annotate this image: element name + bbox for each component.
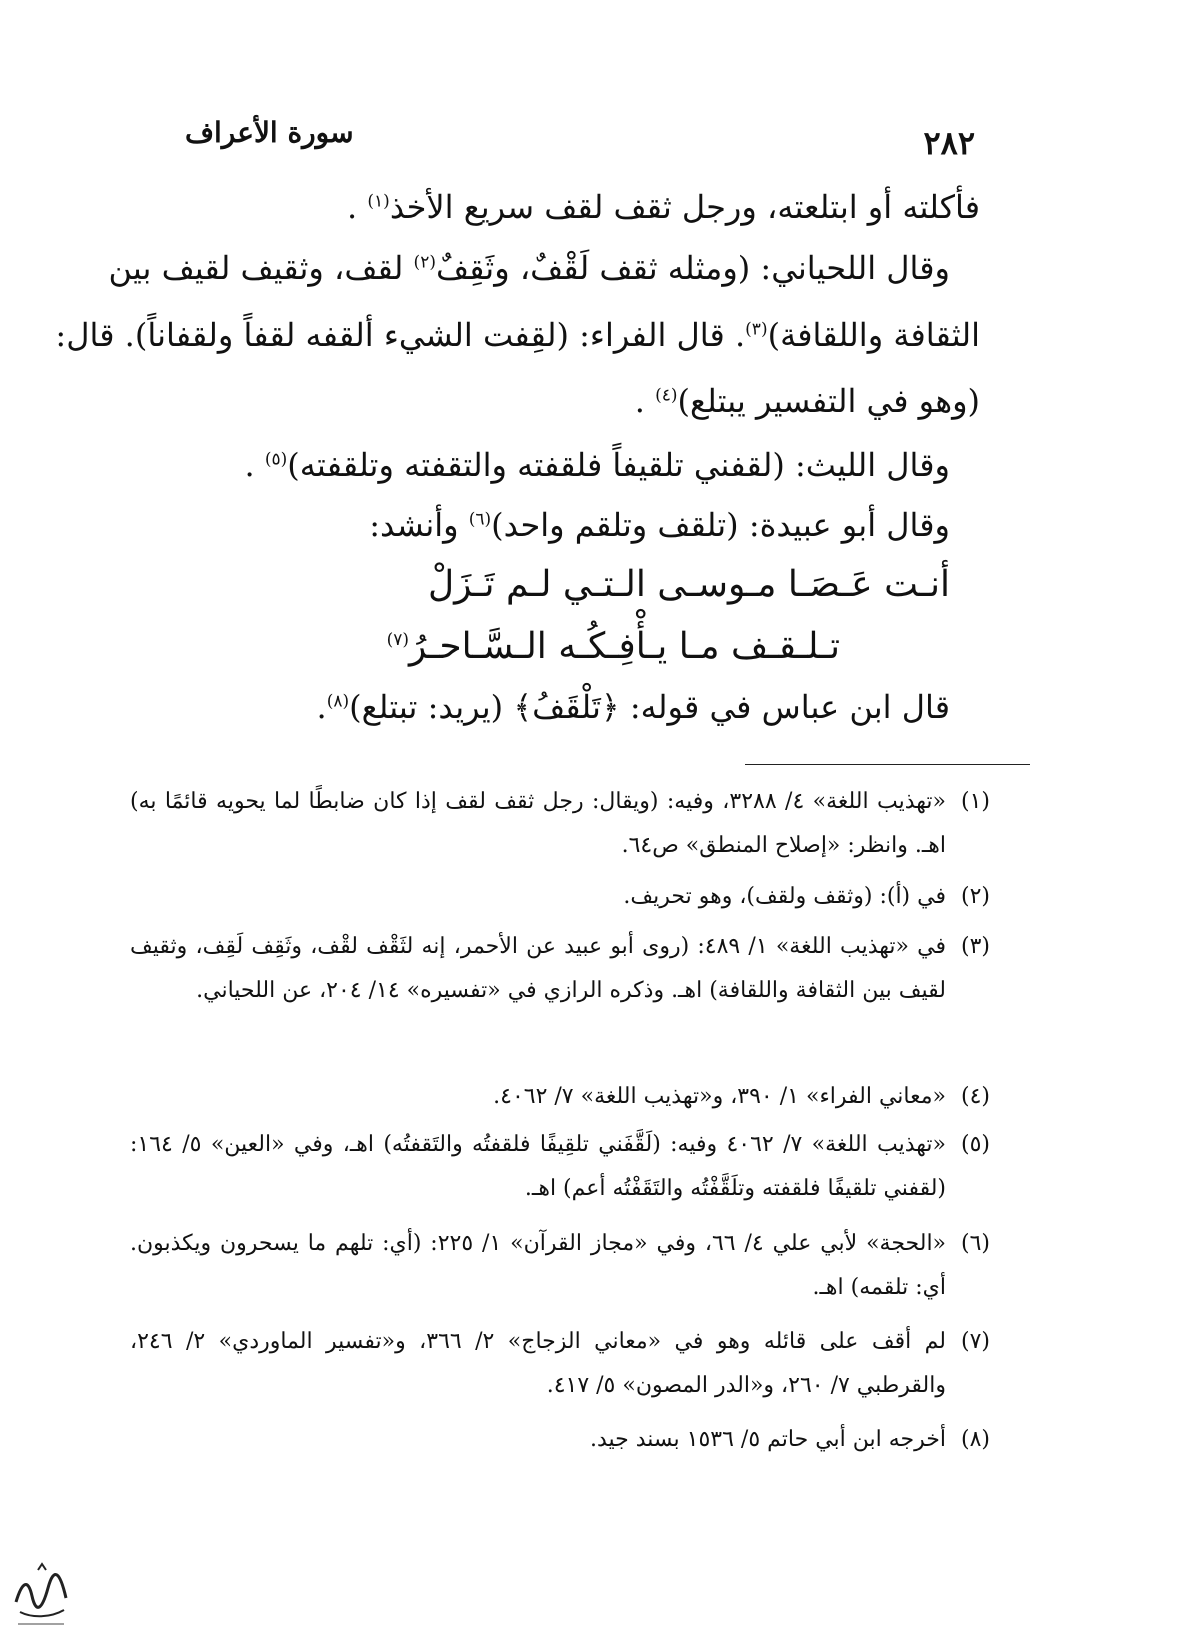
footnote-number: (١): [960, 789, 990, 814]
footnote-ref[interactable]: (٢): [413, 252, 436, 273]
footnote-ref[interactable]: (٦): [468, 509, 492, 530]
footnote-ref[interactable]: (٣): [745, 319, 768, 340]
footnote-text: «الحجة» لأبي علي ٤/ ٦٦، وفي «مجاز القرآن» ١/ ٢٢٥: (أي: تلهم ما يسحرون ويكذبون. أي: تلقمه) اهـ.: [130, 1231, 947, 1300]
footnote-1: [130, 780, 990, 868]
running-header-title: سورة الأعراف: [185, 116, 354, 149]
footnote-number: (٨): [960, 1427, 990, 1452]
footnote-number: (٣): [960, 934, 990, 959]
footnote-2: [130, 875, 990, 919]
text-line: وقال اللحياني: (ومثله ثقف لَقْفٌ، وثَقِفٌ$^{(٢)}$ لقف، وثقيف لقيف بين: [108, 249, 950, 287]
footnote-number: (٢): [960, 884, 990, 909]
text-line: قال ابن عباس في قوله: ﴿تَلْقَفُ﴾ (يريد: تبتلع)$^{(٨)}$.: [316, 688, 950, 726]
footnote-text: في «تهذيب اللغة» ١/ ٤٨٩: (روى أبو عبيد عن الأحمر، إنه لثَقْف لقْف، وثَقِف لَقِف، وثقيف لقيف بين الثقافة واللقافة) اهـ. وذكره الرازي في «تفسيره» ١٤/ ٢٠٤، عن اللحياني.: [130, 934, 947, 1003]
publisher-logo-icon: [8, 1552, 73, 1630]
footnote-text: «تهذيب اللغة» ٤/ ٣٢٨٨، وفيه: (ويقال: رجل ثقف لقف إذا كان ضابطًا لما يحويه قائمًا به) اهـ. وانظر: «إصلاح المنطق» ص٦٤.: [130, 789, 946, 858]
footnote-ref[interactable]: (٥): [264, 449, 288, 470]
footnote-7: [130, 1320, 990, 1408]
footnote-6: [130, 1222, 990, 1310]
footnote-5: [130, 1123, 990, 1211]
footnote-ref[interactable]: (١): [367, 191, 390, 212]
footnote-text: في (أ): (وثقف ولقف)، وهو تحريف.: [623, 884, 946, 909]
footnote-3: [130, 925, 990, 1013]
footnote-text: لم أقف على قائله وهو في «معاني الزجاج» ٢/ ٣٦٦، و«تفسير الماوردي» ٢/ ٢٤٦، والقرطبي ٧/ ٢٦٠، و«الدر المصون» ٥/ ٤١٧.: [130, 1329, 946, 1398]
footnote-number: (٥): [960, 1132, 990, 1157]
text-line: وقال أبو عبيدة: (تلقف وتلقم واحد)$^{(٦)}$ وأنشد:: [369, 506, 950, 544]
footnote-number: (٦): [960, 1231, 990, 1256]
footnote-text: أخرجه ابن أبي حاتم ٥/ ١٥٣٦ بسند جيد.: [589, 1427, 946, 1452]
footnote-8: [130, 1418, 990, 1462]
poem-verse-second: تـلـقـف مـا يـأْفِـكُـه الـسَّـاحـرُ$^{(٧)}$: [386, 626, 840, 667]
footnote-divider: [745, 764, 1030, 765]
footnote-ref[interactable]: (٧): [386, 630, 409, 650]
page-number: ٢٨٢: [923, 124, 975, 162]
text-line: الثقافة واللقافة)$^{(٣)}$. قال الفراء: (لقِفت الشيء ألقفه لقفاً ولقفاناً). قال:: [55, 316, 980, 354]
footnote-number: (٧): [960, 1329, 990, 1354]
footnote-text: «معاني الفراء» ١/ ٣٩٠، و«تهذيب اللغة» ٧/ ٤٠٦٢.: [493, 1084, 946, 1109]
text-line: (وهو في التفسير يبتلع)$^{(٤)}$ .: [634, 382, 980, 420]
footnote-number: (٤): [960, 1084, 990, 1109]
footnote-ref[interactable]: (٨): [326, 691, 350, 712]
footnote-text: «تهذيب اللغة» ٧/ ٤٠٦٢ وفيه: (لَقَّفَني تلقِيفًا فلقفتُه والتَقفتُه) اهـ، وفي «العين» ٥/ ١٦٤: (لقفني تلقيفًا فلقفته وتلَقَّفْتُه والتَقَفْتُه أعم) اهـ.: [130, 1132, 946, 1201]
text-line: وقال الليث: (لقفني تلقيفاً فلقفته والتقفته وتلقفته)$^{(٥)}$ .: [244, 446, 950, 484]
footnote-ref[interactable]: (٤): [655, 385, 678, 406]
poem-verse-first: أنـت عَـصَـا مـوسـى الـتـي لـم تَـزَلْ: [427, 564, 950, 605]
footnote-4: [130, 1075, 990, 1119]
text-line: فأكلته أو ابتلعته، ورجل ثقف لقف سريع الأخذ$^{(١)}$ .: [347, 188, 980, 226]
